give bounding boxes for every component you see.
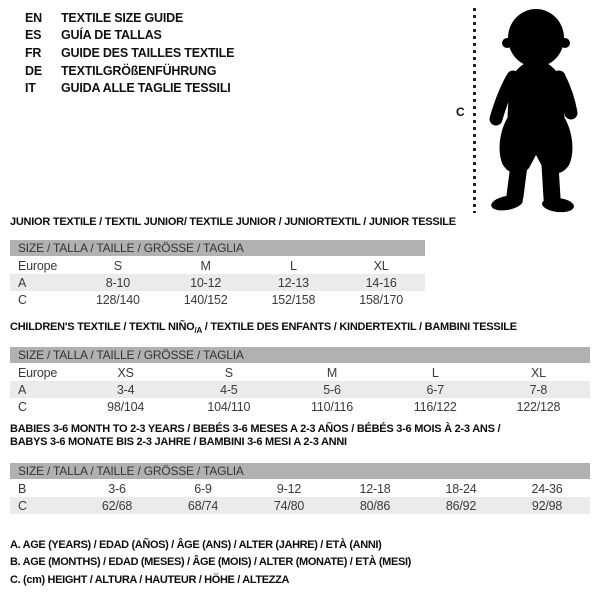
size-value: 98/104 bbox=[107, 399, 145, 414]
section-title-subscript: /A bbox=[194, 326, 202, 336]
language-title-list bbox=[25, 9, 234, 97]
size-value: 6-9 bbox=[194, 481, 212, 496]
size-value: 4-5 bbox=[220, 382, 238, 397]
table-row-b bbox=[10, 480, 590, 497]
size-value: 110/116 bbox=[311, 399, 353, 414]
size-value: 6-7 bbox=[426, 382, 444, 397]
row-label: A bbox=[18, 382, 27, 397]
size-value: 62/68 bbox=[101, 498, 133, 513]
section-title-text: CHILDREN'S TEXTILE / TEXTIL NIÑO bbox=[10, 321, 195, 333]
size-value: 24-36 bbox=[531, 481, 563, 496]
size-value: S bbox=[113, 258, 122, 273]
language-title: TEXTILGRÖßENFÜHRUNG bbox=[61, 63, 217, 78]
size-value: 86/92 bbox=[445, 498, 477, 513]
language-title: TEXTILE SIZE GUIDE bbox=[61, 10, 184, 25]
size-value: 12-18 bbox=[359, 481, 391, 496]
table-row-a bbox=[10, 381, 590, 398]
language-row bbox=[25, 62, 234, 80]
size-header-bar: SIZE / TALLA / TAILLE / GRÖSSE / TAGLIA bbox=[10, 463, 590, 479]
size-value: 92/98 bbox=[531, 498, 563, 513]
height-measure-line bbox=[473, 8, 476, 213]
table-row-a bbox=[10, 274, 425, 291]
language-row bbox=[25, 27, 234, 45]
size-value: L bbox=[289, 258, 297, 273]
size-value: 3-6 bbox=[108, 481, 126, 496]
junior-size-table bbox=[10, 240, 425, 308]
section-title-line1: BABIES 3-6 MONTH TO 2-3 YEARS / BEBÉS 3-6 MESES A 2-3 AÑOS / BÉBÉS 3-6 MOIS À 2-3 ANS / bbox=[10, 423, 501, 435]
size-value: 74/80 bbox=[273, 498, 305, 513]
row-label: Europe bbox=[18, 258, 58, 273]
section-title-line2: BABYS 3-6 MONATE BIS 2-3 JAHRE / BAMBINI 3-6 MESI A 2-3 ANNI bbox=[10, 436, 347, 448]
size-header-bar: SIZE / TALLA / TAILLE / GRÖSSE / TAGLIA bbox=[10, 240, 425, 256]
note-height-cm: C. (cm) HEIGHT / ALTURA / HAUTEUR / HÖHE / ALTEZZA bbox=[10, 573, 290, 586]
size-header-bar: SIZE / TALLA / TAILLE / GRÖSSE / TAGLIA bbox=[10, 347, 590, 363]
note-age-months: B. AGE (MONTHS) / EDAD (MESES) / ÂGE (MOIS) / ALTER (MONATE) / ETÀ (MESI) bbox=[10, 556, 411, 569]
legend-notes bbox=[10, 536, 411, 589]
table-row-c bbox=[10, 291, 425, 308]
size-value: 152/158 bbox=[271, 292, 316, 307]
section-title bbox=[10, 423, 590, 449]
section-title bbox=[10, 321, 590, 337]
row-label: C bbox=[18, 399, 27, 414]
language-row bbox=[25, 9, 234, 27]
language-code: FR bbox=[25, 45, 42, 60]
language-code: EN bbox=[25, 10, 42, 25]
size-value: 5-6 bbox=[323, 382, 341, 397]
size-value: 12-13 bbox=[277, 275, 309, 290]
size-value: 116/122 bbox=[413, 399, 457, 414]
language-row bbox=[25, 44, 234, 62]
size-value: S bbox=[224, 365, 233, 380]
row-label: C bbox=[18, 498, 27, 513]
size-value: M bbox=[200, 258, 211, 273]
size-value: 10-12 bbox=[190, 275, 222, 290]
size-value: 3-4 bbox=[116, 382, 135, 397]
size-value: 104/110 bbox=[207, 399, 251, 414]
size-value: 122/128 bbox=[516, 399, 561, 414]
table-row-c bbox=[10, 398, 590, 415]
size-value: XL bbox=[530, 365, 546, 380]
size-value: XL bbox=[373, 258, 389, 273]
size-value: 14-16 bbox=[365, 275, 397, 290]
language-title: GUIDE DES TAILLES TEXTILE bbox=[61, 45, 235, 60]
size-value: 140/152 bbox=[183, 292, 228, 307]
language-code: ES bbox=[25, 28, 42, 43]
table-row-europe bbox=[10, 257, 425, 274]
size-value: 7-8 bbox=[529, 382, 548, 397]
section-babies-textile bbox=[10, 423, 590, 514]
row-label: B bbox=[18, 481, 27, 496]
language-code: IT bbox=[25, 81, 36, 96]
language-title: GUIDA ALLE TAGLIE TESSILI bbox=[61, 81, 231, 96]
size-value: 8-10 bbox=[105, 275, 130, 290]
size-value: M bbox=[326, 365, 338, 380]
note-age-years: A. AGE (YEARS) / EDAD (AÑOS) / ÂGE (ANS) / ALTER (JAHRE) / ETÀ (ANNI) bbox=[10, 538, 382, 551]
section-junior-textile bbox=[10, 216, 456, 308]
row-label: C bbox=[18, 292, 27, 307]
size-value: 9-12 bbox=[276, 481, 302, 496]
row-label: A bbox=[18, 275, 27, 290]
childrens-size-table bbox=[10, 347, 590, 415]
row-label: Europe bbox=[18, 365, 58, 380]
table-row-c bbox=[10, 497, 590, 514]
figure-area bbox=[440, 0, 600, 220]
section-title bbox=[10, 216, 456, 229]
toddler-silhouette-icon bbox=[480, 5, 592, 213]
section-childrens-textile bbox=[10, 321, 590, 415]
babies-size-table bbox=[10, 463, 590, 514]
section-title-text: JUNIOR TEXTILE / TEXTIL JUNIOR/ TEXTILE JUNIOR / JUNIORTEXTIL / JUNIOR TESSILE bbox=[10, 216, 456, 228]
size-value: 158/170 bbox=[359, 292, 404, 307]
size-value: L bbox=[431, 365, 439, 380]
size-value: 68/74 bbox=[187, 498, 219, 513]
language-title: GUÍA DE TALLAS bbox=[61, 28, 162, 43]
section-title-text: / TEXTILE DES ENFANTS / KINDERTEXTIL / BAMBINI TESSILE bbox=[201, 321, 517, 333]
size-value: XS bbox=[117, 365, 134, 380]
size-value: 80/86 bbox=[359, 498, 391, 513]
size-value: 18-24 bbox=[445, 481, 477, 496]
language-code: DE bbox=[25, 63, 42, 78]
height-measure-label: C bbox=[456, 105, 465, 119]
language-row bbox=[25, 79, 234, 97]
table-row-europe bbox=[10, 364, 590, 381]
size-value: 128/140 bbox=[95, 292, 140, 307]
